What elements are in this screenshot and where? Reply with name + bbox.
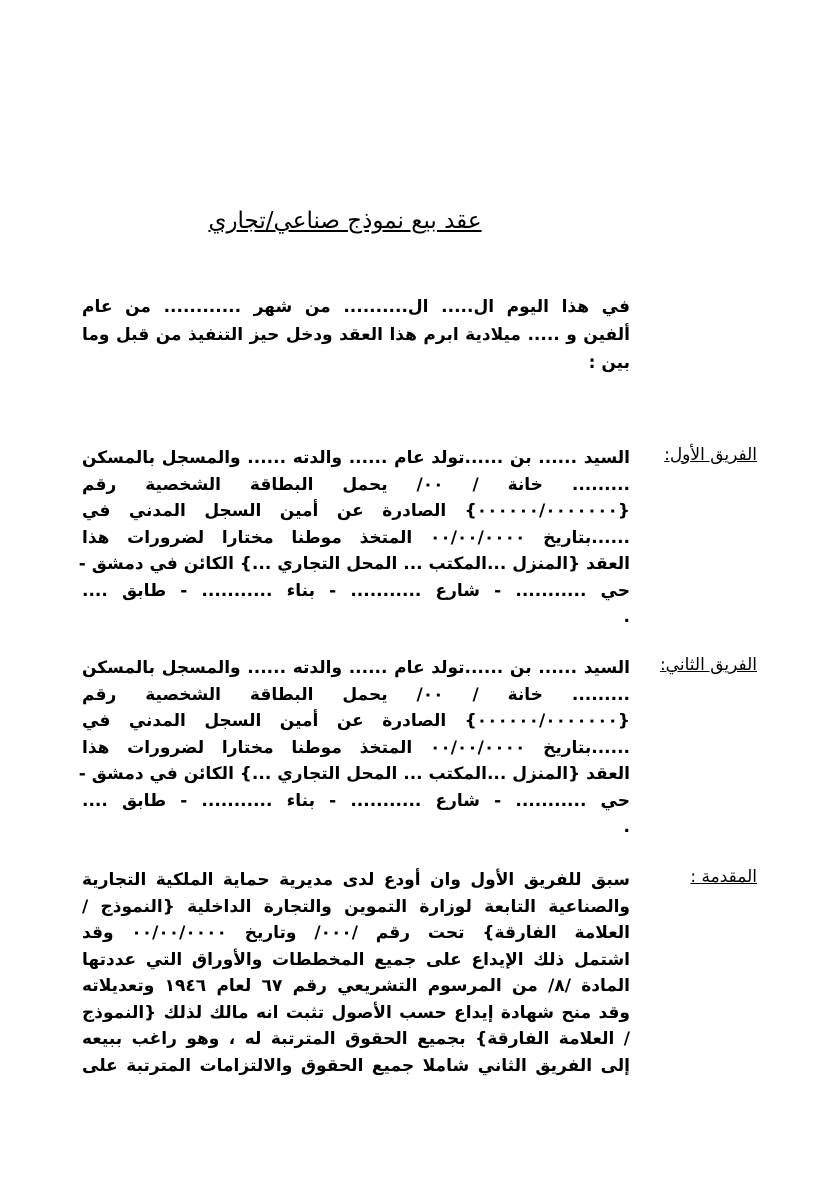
second-party-label: الفريق الثاني: [659,655,757,675]
first-party-line: ......... خانة / ٠٠/ يحمل البطاقة الشخصية رقم [82,474,630,495]
first-party-body [78,445,631,631]
second-party-line: . [623,817,630,837]
preamble-line: اشتمل ذلك الإيداع على جميع المخططات والأوراق التي عددتها [82,949,630,970]
preamble-line: إلى الفريق الثاني شاملا جميع الحقوق والالتزامات المترتبة على [82,1055,630,1076]
second-party-line: العقد {المنزل ...المكتب ... المحل التجاري ...} الكائن في دمشق - [78,764,630,784]
preamble-line: العلامة الفارقة} تحت رقم /٠٠٠/ وتاريخ ٠٠/٠٠/٠٠٠٠ وقد [82,923,630,943]
preamble-label: المقدمة : [690,867,757,887]
preamble-line: وقد منح شهادة إيداع حسب الأصول تثبت انه مالك لذلك {النموذج [82,1002,630,1023]
intro-paragraph [82,293,630,377]
first-party-label: الفريق الأول: [664,445,757,465]
intro-line: ألفين و ..... ميلادية ابرم هذا العقد ودخل حيز التنفيذ من قبل وما [82,325,630,345]
preamble-line: المادة /٨/ من المرسوم التشريعي رقم ٦٧ لعام ١٩٤٦ وتعديلاته [82,976,630,996]
second-party-body [78,655,631,841]
preamble-line: سبق للفريق الأول وان أودع لدى مديرية حماية الملكية التجارية [82,870,630,890]
preamble-body [82,867,630,1079]
document-title: عقد بيع نموذج صناعي/تجاري [208,208,482,234]
first-party-line: السيد ...... بن ......تولد عام ...... والدته ...... والمسجل بالمسكن [82,448,630,468]
preamble-line: / العلامة الفارقة} بجميع الحقوق المترتبة له ، وهو راغب ببيعه [82,1029,630,1049]
second-party-line: ......بتاريخ ٠٠/٠٠/٠٠٠٠ المتخذ موطنا مختارا لضرورات هذا [82,737,631,758]
second-party-line: {٠٠٠٠٠٠/٠٠٠٠٠٠٠} الصادرة عن أمين السجل المدني في [82,711,630,731]
first-party-line: ......بتاريخ ٠٠/٠٠/٠٠٠٠ المتخذ موطنا مختارا لضرورات هذا [82,527,631,548]
first-party-line: العقد {المنزل ...المكتب ... المحل التجاري ...} الكائن في دمشق - [78,554,630,574]
first-party-line: . [623,607,630,627]
first-party-line: حي ........... - شارع ........... - بناء ........... - طابق .... [82,580,630,601]
intro-line: بين : [588,353,630,373]
second-party-line: السيد ...... بن ......تولد عام ...... والدته ...... والمسجل بالمسكن [82,658,630,678]
first-party-line: {٠٠٠٠٠٠/٠٠٠٠٠٠٠} الصادرة عن أمين السجل المدني في [82,501,630,521]
second-party-line: ......... خانة / ٠٠/ يحمل البطاقة الشخصية رقم [82,684,630,705]
intro-line: في هذا اليوم ال..... ال.......... من شهر ............ من عام [82,297,630,317]
second-party-line: حي ........... - شارع ........... - بناء ........... - طابق .... [82,790,630,811]
preamble-line: والصناعية التابعة لوزارة التموين والتجارة الداخلية {النموذج / [82,896,630,917]
